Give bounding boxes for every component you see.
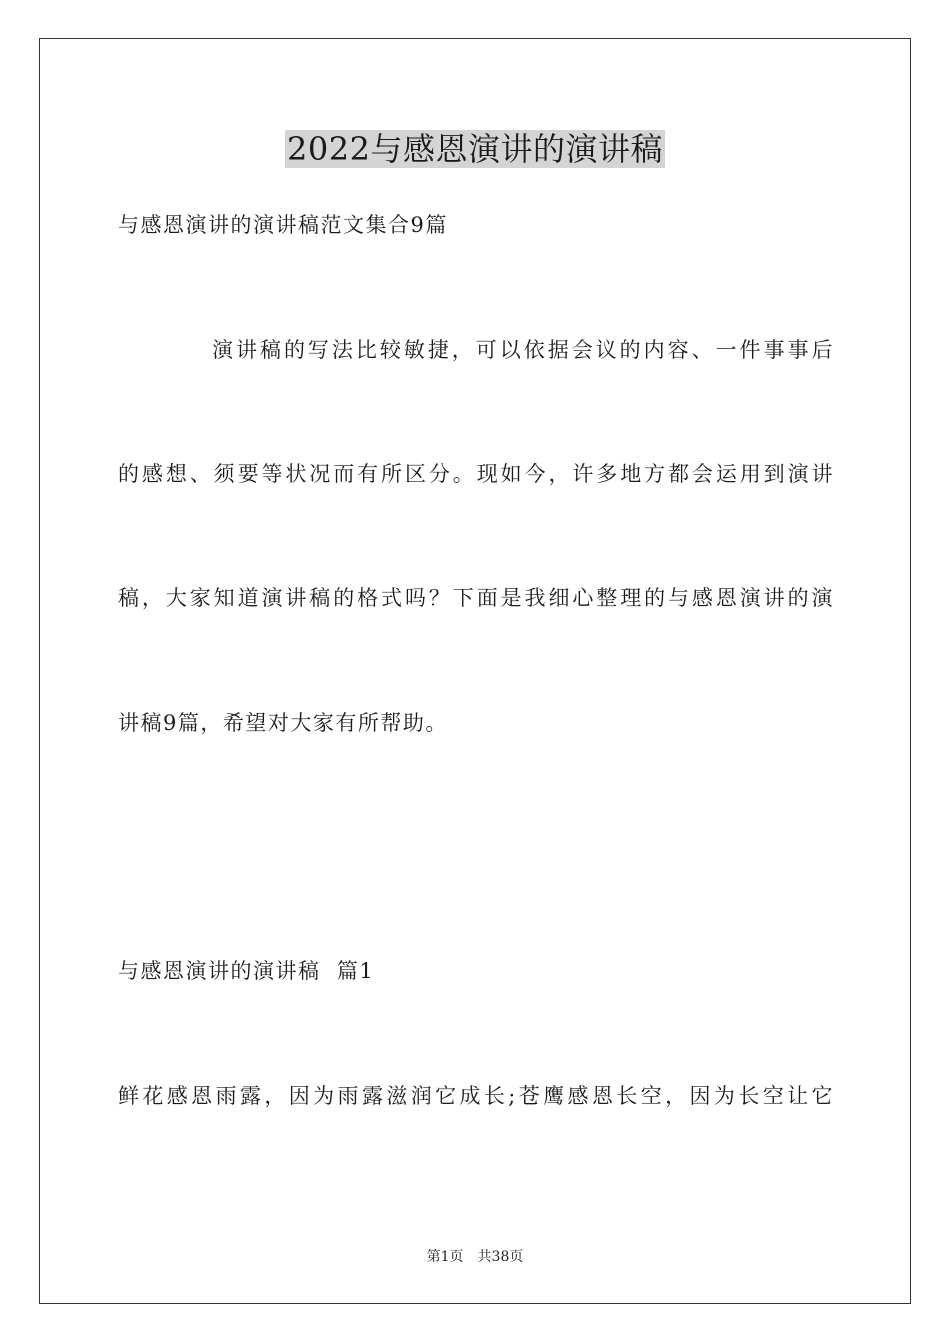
page-footer [0,1247,950,1267]
page-total: 共38页 [477,1249,524,1265]
document-title [0,126,950,172]
document-title-text: 2022与感恩演讲的演讲稿 [287,130,663,168]
intro-paragraph-line-3: 稿，大家知道演讲稿的格式吗？下面是我细心整理的与感恩演讲的演 [118,586,834,610]
intro-paragraph-line-4: 讲稿9篇，希望对大家有所帮助。 [118,711,448,735]
intro-paragraph-line-2: 的感想、须要等状况而有所区分。现如今，许多地方都会运用到演讲 [118,462,834,486]
page-number: 第1页 [426,1249,464,1265]
intro-paragraph-line-1: 演讲稿的写法比较敏捷，可以依据会议的内容、一件事事后 [212,338,834,362]
section-heading: 与感恩演讲的演讲稿 篇1 [118,959,375,983]
document-subtitle: 与感恩演讲的演讲稿范文集合9篇 [118,213,448,237]
section-paragraph-line-1: 鲜花感恩雨露，因为雨露滋润它成长;苍鹰感恩长空，因为长空让它 [118,1084,834,1108]
